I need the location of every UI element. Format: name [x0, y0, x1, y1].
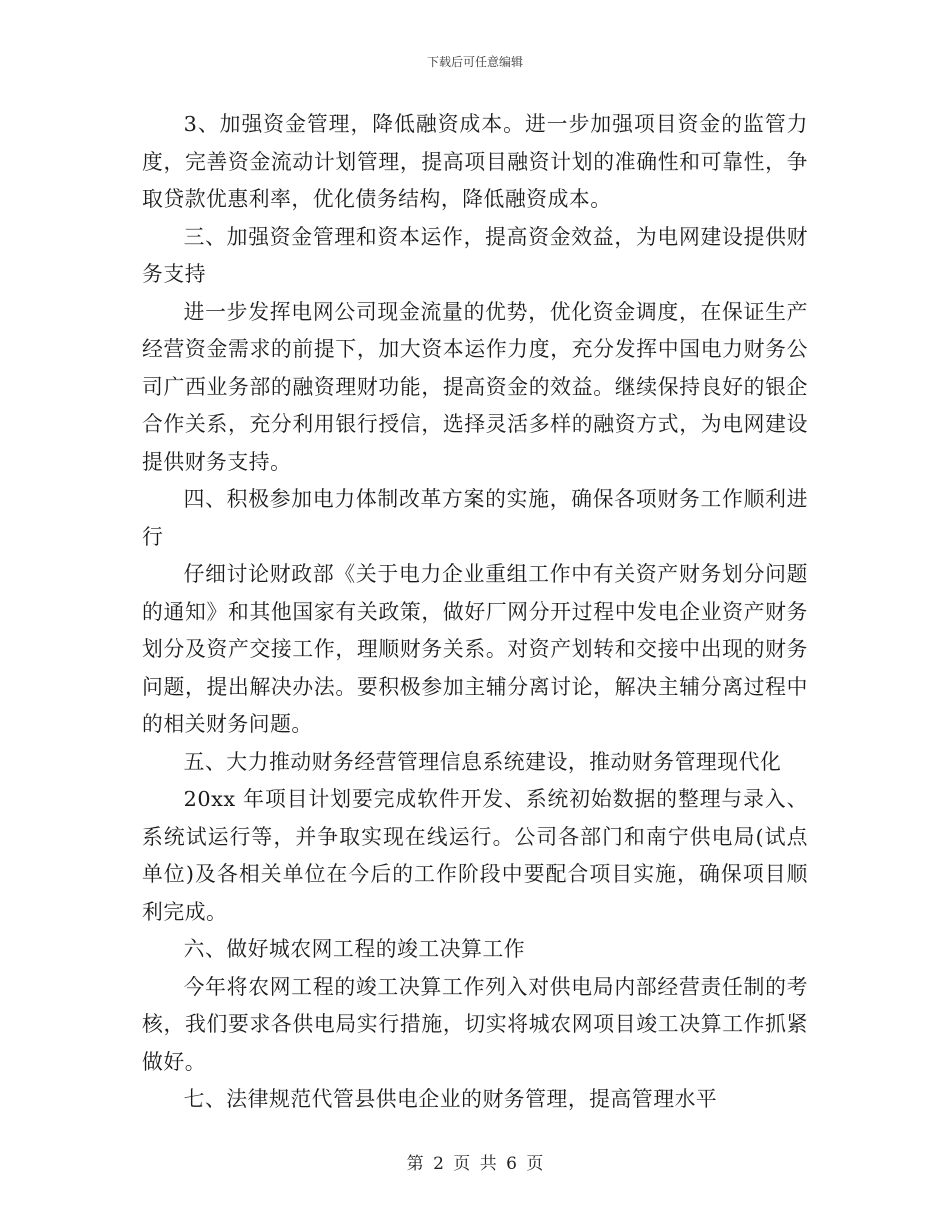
paragraph-cash-flow: 进一步发挥电网公司现金流量的优势，优化资金调度，在保证生产经营资金需求的前提下，加大资本运作力度，充分发挥中国电力财务公司广西业务部的融资理财功能，提高资金的效益。继续保持良好的银企合作关系，充分利用银行授信，选择灵活多样的融资方式，为电网建设提供财务支持。	[142, 299, 808, 474]
paragraph-final-accounts: 今年将农网工程的竣工决算工作列入对供电局内部经营责任制的考核，我们要求各供电局实行措施，切实将城农网项目竣工决算工作抓紧做好。	[142, 974, 808, 1074]
heading-section-three: 三、加强资金管理和资本运作，提高资金效益，为电网建设提供财务支持	[142, 224, 808, 286]
heading-section-seven: 七、法律规范代管县供电企业的财务管理，提高管理水平	[183, 1087, 718, 1111]
heading-section-four: 四、积极参加电力体制改革方案的实施，确保各项财务工作顺利进行	[142, 487, 808, 549]
page-number-footer: 第 2 页 共 6 页	[406, 1154, 544, 1174]
paragraph-information-system: 20xx 年项目计划要完成软件开发、系统初始数据的整理与录入、系统试运行等，并争取实现在线运行。公司各部门和南宁供电局(试点单位)及各相关单位在今后的工作阶段中要配合项目实施，确保项目顺利完成。	[142, 787, 808, 924]
document-body	[142, 106, 808, 1119]
heading-section-five: 五、大力推动财务经营管理信息系统建设，推动财务管理现代化	[183, 749, 782, 774]
heading-section-six: 六、做好城农网工程的竣工决算工作	[183, 937, 526, 961]
paragraph-capital-management: 3、加强资金管理，降低融资成本。进一步加强项目资金的监管力度，完善资金流动计划管理，提高项目融资计划的准确性和可靠性，争取贷款优惠利率，优化债务结构，降低融资成本。	[142, 112, 808, 211]
page-header: 下载后可任意编辑	[426, 55, 523, 69]
paragraph-restructuring: 仔细讨论财政部《关于电力企业重组工作中有关资产财务划分问题的通知》和其他国家有关政策，做好厂网分开过程中发电企业资产财务划分及资产交接工作，理顺财务关系。对资产划转和交接中出现的财务问题，提出解决办法。要积极参加主辅分离讨论，解决主辅分离过程中的相关财务问题。	[142, 562, 808, 736]
